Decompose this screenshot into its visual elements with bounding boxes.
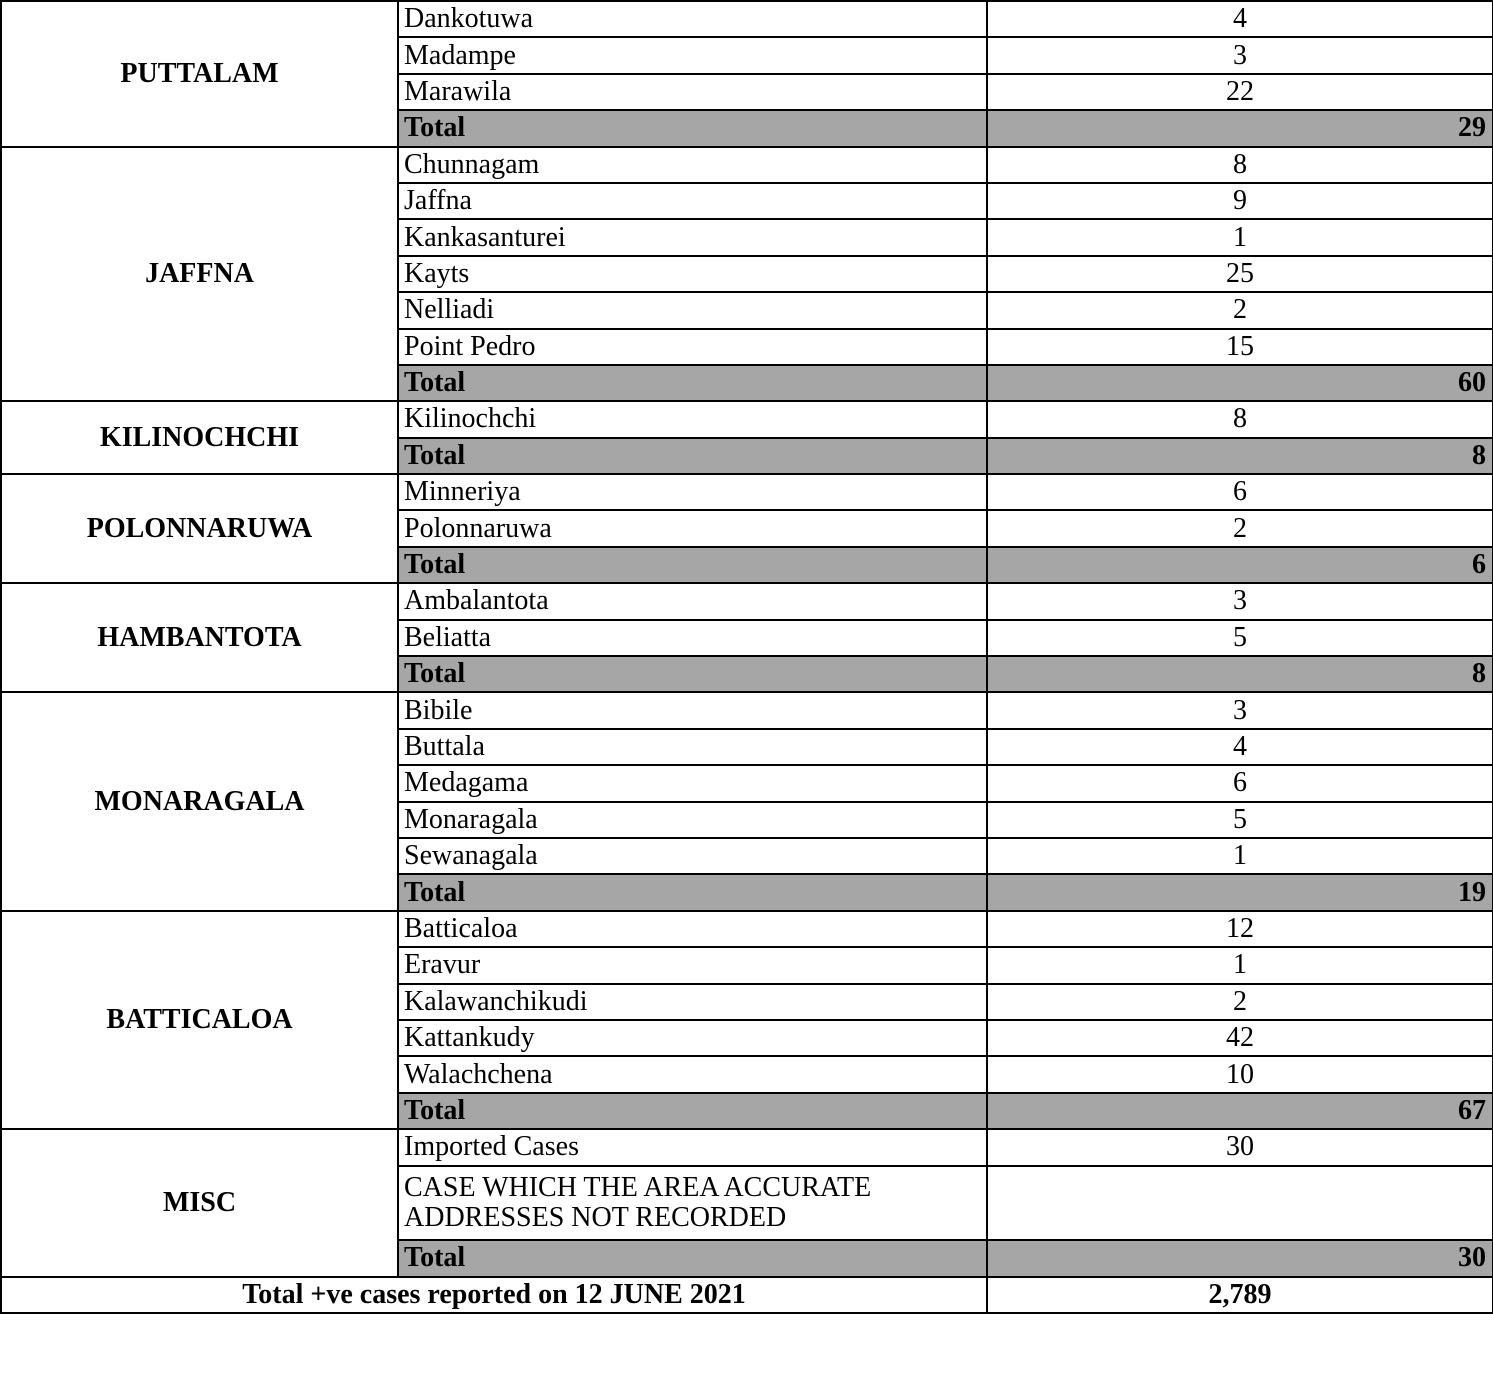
table-row: [1, 474, 1493, 510]
area-name: Madampe: [398, 37, 987, 73]
case-count: 1: [987, 947, 1493, 983]
area-name: Point Pedro: [398, 329, 987, 365]
case-count: 8: [987, 147, 1493, 183]
area-name: Kattankudy: [398, 1020, 987, 1056]
district-name: POLONNARUWA: [1, 474, 398, 583]
area-name: Buttala: [398, 729, 987, 765]
area-name: Minneriya: [398, 474, 987, 510]
table-row: [1, 1129, 1493, 1165]
table-row: [1, 401, 1493, 437]
case-count: 6: [987, 765, 1493, 801]
area-name: Kankasanturei: [398, 219, 987, 255]
area-name: Sewanagala: [398, 838, 987, 874]
case-count: 25: [987, 256, 1493, 292]
table-row: [1, 692, 1493, 728]
total-label: Total: [398, 438, 987, 474]
total-value: 29: [987, 110, 1493, 146]
total-label: Total: [398, 365, 987, 401]
district-name: HAMBANTOTA: [1, 583, 398, 692]
area-name: Walachchena: [398, 1056, 987, 1092]
case-count: 5: [987, 620, 1493, 656]
table-row: [1, 147, 1493, 183]
case-count: 3: [987, 692, 1493, 728]
district-name: MONARAGALA: [1, 692, 398, 910]
district-name: PUTTALAM: [1, 1, 398, 147]
district-name: MISC: [1, 1129, 398, 1277]
area-name: Kalawanchikudi: [398, 984, 987, 1020]
case-count: 30: [987, 1129, 1493, 1165]
table-row: [1, 1, 1493, 37]
area-name: Marawila: [398, 74, 987, 110]
total-label: Total: [398, 110, 987, 146]
area-name: Beliatta: [398, 620, 987, 656]
area-name: Bibile: [398, 692, 987, 728]
grand-total-value: 2,789: [987, 1277, 1493, 1313]
area-name: Monaragala: [398, 802, 987, 838]
case-count: 8: [987, 401, 1493, 437]
case-count: 1: [987, 219, 1493, 255]
case-count: 2: [987, 510, 1493, 546]
case-count: 15: [987, 329, 1493, 365]
case-count: 2: [987, 292, 1493, 328]
area-name: Imported Cases: [398, 1129, 987, 1165]
total-value: 67: [987, 1093, 1493, 1129]
total-value: 19: [987, 874, 1493, 910]
area-name: Polonnaruwa: [398, 510, 987, 546]
case-count: 9: [987, 183, 1493, 219]
area-name: Kayts: [398, 256, 987, 292]
total-label: Total: [398, 874, 987, 910]
table-row: [1, 911, 1493, 947]
case-count: 10: [987, 1056, 1493, 1092]
area-name: CASE WHICH THE AREA ACCURATE ADDRESSES NOT RECORDED: [398, 1166, 987, 1241]
case-count: 5: [987, 802, 1493, 838]
case-count: 4: [987, 1, 1493, 37]
cases-table-body: [1, 1, 1493, 1277]
case-count: 3: [987, 583, 1493, 619]
grand-total-row: [1, 1277, 1493, 1313]
total-value: 6: [987, 547, 1493, 583]
case-count: 3: [987, 37, 1493, 73]
district-name: JAFFNA: [1, 147, 398, 402]
case-count: 4: [987, 729, 1493, 765]
area-name: Batticaloa: [398, 911, 987, 947]
total-label: Total: [398, 1093, 987, 1129]
total-value: 60: [987, 365, 1493, 401]
total-value: 30: [987, 1240, 1493, 1276]
area-name: Nelliadi: [398, 292, 987, 328]
area-name: Jaffna: [398, 183, 987, 219]
district-name: BATTICALOA: [1, 911, 398, 1129]
case-count: 6: [987, 474, 1493, 510]
area-name: Medagama: [398, 765, 987, 801]
total-label: Total: [398, 1240, 987, 1276]
case-count: 42: [987, 1020, 1493, 1056]
case-count: 12: [987, 911, 1493, 947]
table-row: [1, 583, 1493, 619]
district-name: KILINOCHCHI: [1, 401, 398, 474]
area-name: Eravur: [398, 947, 987, 983]
total-value: 8: [987, 438, 1493, 474]
case-count: 1: [987, 838, 1493, 874]
total-label: Total: [398, 547, 987, 583]
area-name: Chunnagam: [398, 147, 987, 183]
total-label: Total: [398, 656, 987, 692]
case-count: 22: [987, 74, 1493, 110]
total-value: 8: [987, 656, 1493, 692]
area-name: Dankotuwa: [398, 1, 987, 37]
case-count: 2: [987, 984, 1493, 1020]
case-count: [987, 1166, 1493, 1241]
area-name: Ambalantota: [398, 583, 987, 619]
grand-total-label: Total +ve cases reported on 12 JUNE 2021: [1, 1277, 987, 1313]
area-name: Kilinochchi: [398, 401, 987, 437]
